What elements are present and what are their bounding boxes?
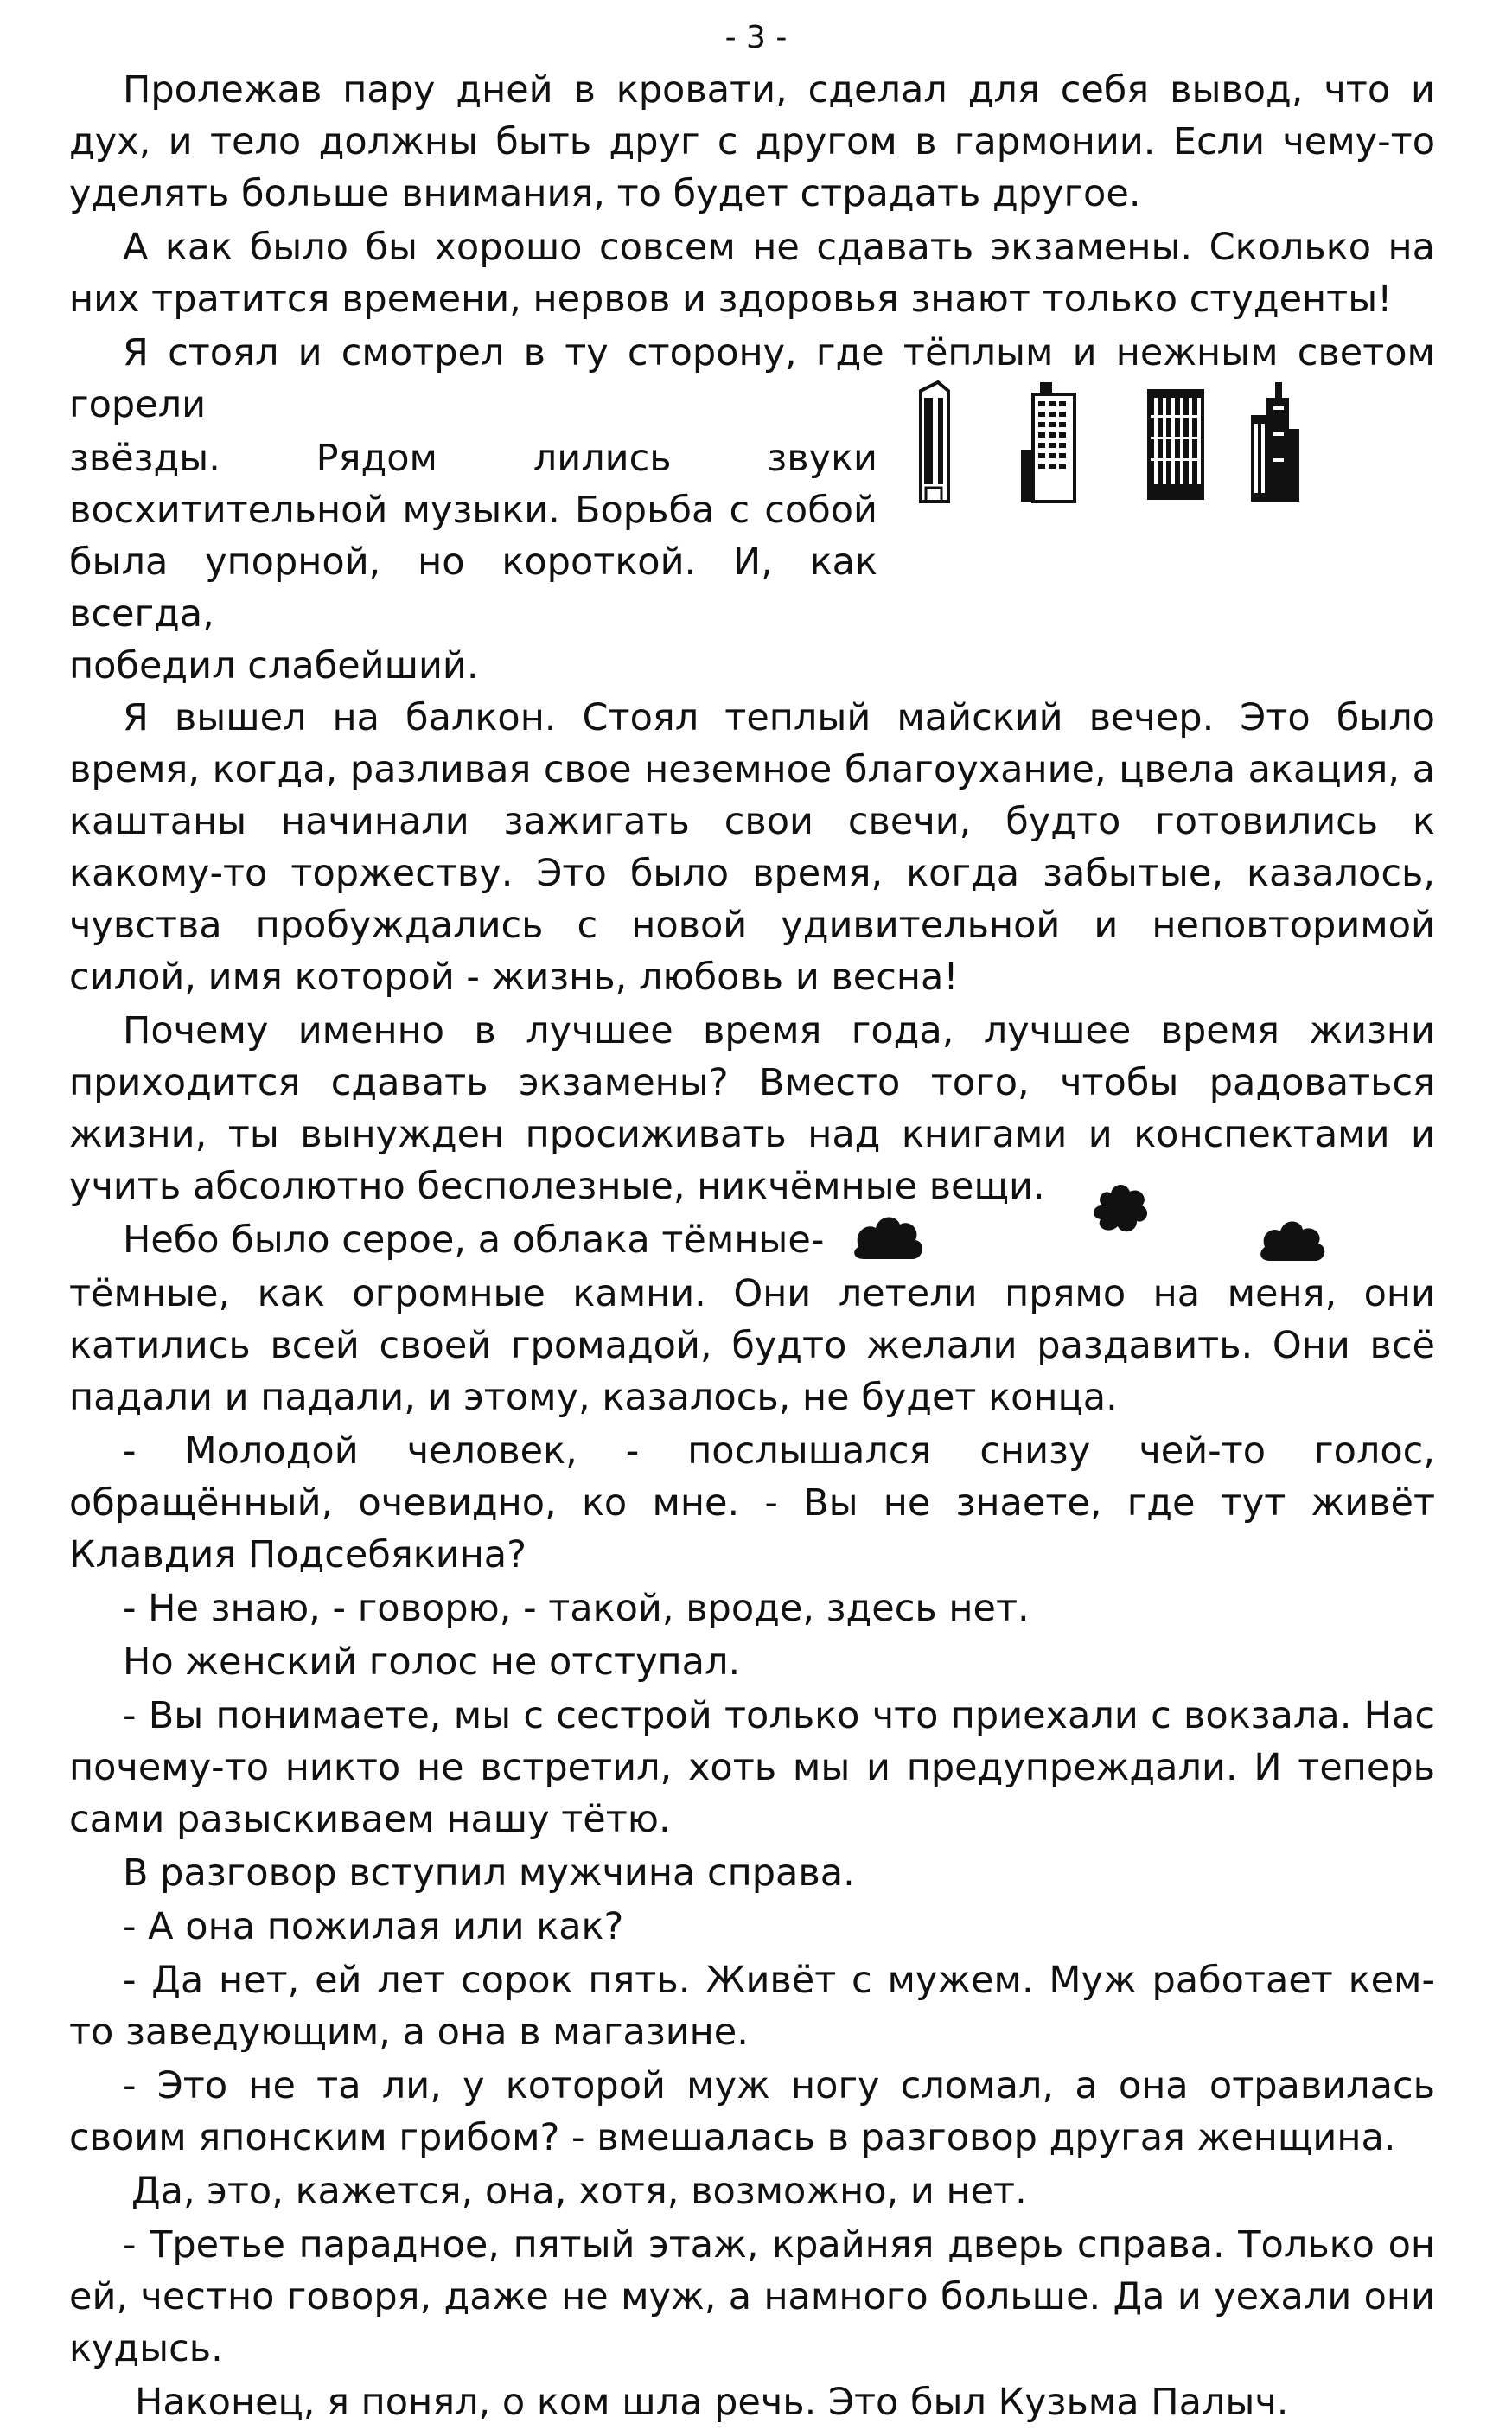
paragraph: Пролежав пару дней в кровати, сделал для себя вывод, что и дух, и тело должны быть друг с другом в гармонии. Если чему-то уделять больше внимания, то будет страдать другое. — [69, 68, 1435, 215]
paragraph: - Третье парадное, пятый этаж, крайняя дверь справа. Только он ей, честно говоря, даже не муж, а намного больше. Да и уехали они кудысь. — [69, 2223, 1435, 2370]
document-body — [69, 64, 1435, 2430]
paragraph: тёмные, как огромные камни. Они летели прямо на меня, они катились всей своей громадой, будто желали раздавить. Они всё падали и падали, и этому, казалось, не будет конца. — [69, 1272, 1435, 1419]
paragraph-with-clouds — [69, 1214, 1435, 1266]
wrapped-line: звёзды. Рядом лились звуки — [69, 437, 877, 480]
paragraph: - Вы понимаете, мы с сестрой только что приехали с вокзала. Нас почему-то никто не встретил, хоть мы и предупреждали. И теперь сами разыскиваем нашу тётю. — [69, 1694, 1435, 1841]
paragraph: - Молодой человек, - послышался снизу чей-то голос, обращённый, очевидно, ко мне. - Вы не знаете, где тут живёт Клавдия Подсебякина? — [69, 1429, 1435, 1576]
paragraph: Да, это, кажется, она, хотя, возможно, и нет. — [131, 2170, 1027, 2213]
paragraph: Почему именно в лучшее время года, лучшее время жизни приходится сдавать экзамены? Вместо того, чтобы радоваться жизни, ты вынужден просиживать над книгами и конспектами и учить абсолютно бесполезные, никчёмные вещи. — [69, 1009, 1435, 1208]
wrapped-line: восхитительной музыки. Борьба с собой — [69, 489, 877, 532]
wrapped-line: была упорной, но короткой. И, как всегда, — [69, 540, 877, 636]
wrapped-line: победил слабейший. — [69, 644, 479, 687]
paragraph: - А она пожилая или как? — [123, 1905, 624, 1948]
paragraph: - Не знаю, - говорю, - такой, вроде, здесь нет. — [123, 1587, 1030, 1630]
building-icon — [912, 380, 1405, 506]
paragraph: - Это не та ли, у которой муж ногу сломал, а она отравилась своим японским грибом? - вмешалась в разговор другая женщина. — [69, 2064, 1435, 2159]
paragraph: Я вышел на балкон. Стоял теплый майский вечер. Это было время, когда, разливая свое неземное благоухание, цвела акация, а каштаны начинали зажигать свои свечи, будто готовились к какому-то торжеству. Это было время, когда забытые, казалось, чувства пробуждались с новой удивительной и неповторимой силой, имя которой - жизнь, любовь и весна! — [69, 696, 1435, 999]
cloud-icon — [852, 1180, 1336, 1283]
paragraph: А как было бы хорошо совсем не сдавать экзамены. Сколько на них тратится времени, нервов и здоровья знают только студенты! — [69, 226, 1435, 321]
paragraph: - Да нет, ей лет сорок пять. Живёт с мужем. Муж работает кем-то заведующим, а она в магазине. — [69, 1959, 1435, 2054]
paragraph-first-line: Я стоял и смотрел в ту сторону, где тёплым и нежным светом горели — [69, 331, 1435, 426]
paragraph: Но женский голос не отступал. — [123, 1640, 741, 1684]
paragraph-with-buildings — [69, 327, 1435, 692]
paragraph-first-line: Небо было серое, а облака тёмные- — [123, 1218, 825, 1262]
paragraph: Наконец, я понял, о ком шла речь. Это был Кузьма Палыч. — [135, 2381, 1289, 2424]
page-number: - 3 - — [724, 20, 788, 55]
wrapped-text — [69, 432, 877, 692]
paragraph: В разговор вступил мужчина справа. — [123, 1851, 855, 1895]
